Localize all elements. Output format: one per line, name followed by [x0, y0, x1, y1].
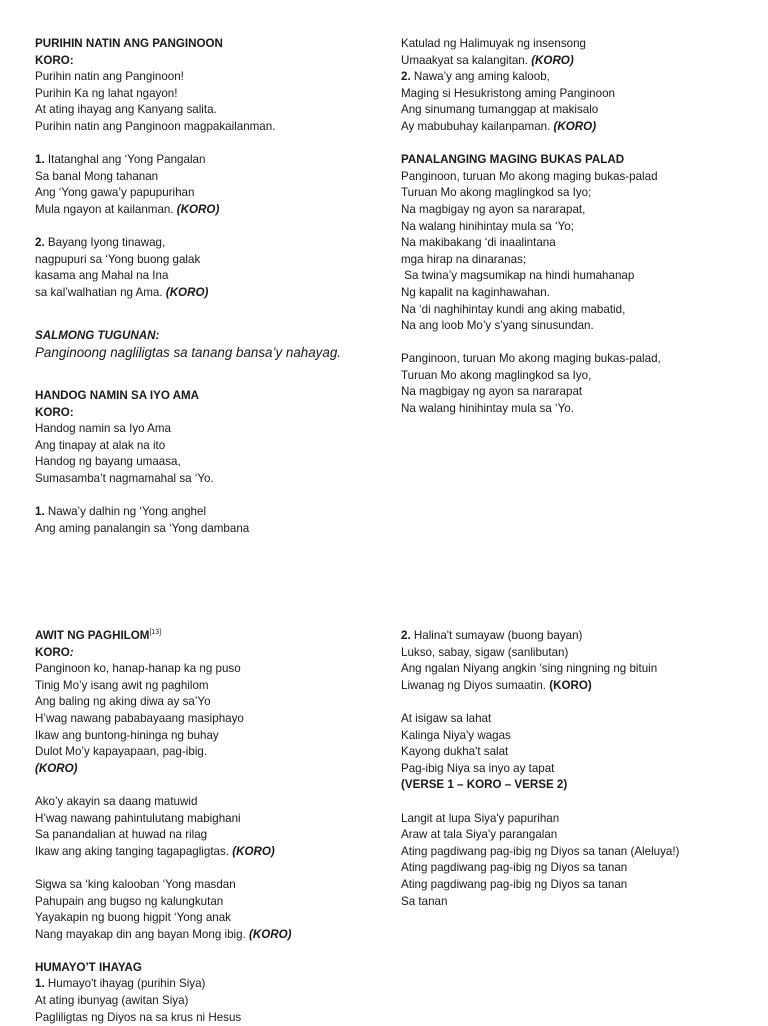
lyric-line: Pagliligtas ng Diyos na sa krus ni Hesus: [35, 1010, 242, 1024]
koro-reference: (KORO): [549, 678, 592, 692]
song-title-awit: AWIT NG PAGHILOM: [35, 629, 150, 642]
lyric-line: Sa banal Mong tahanan: [35, 169, 159, 183]
lyric-line: Handog ng bayang umaasa,: [35, 455, 181, 469]
lyric-line: Lukso, sabay, sigaw (sanlibutan): [401, 645, 569, 659]
lyric-line: At isigaw sa lahat: [401, 711, 492, 725]
lyric-line: Sa tanan: [401, 894, 448, 908]
song-title-panalangin: PANALANGING MAGING BUKAS PALAD: [401, 153, 625, 167]
right-column-bottom: [401, 628, 761, 910]
lyric-line: Itatanghal ang ‘Yong Pangalan: [44, 153, 206, 167]
right-column-top: [401, 36, 761, 418]
verse-number: 1.: [35, 505, 45, 519]
song-title-humayo: HUMAYO’T IHAYAG: [35, 960, 142, 974]
verse-number: 2.: [401, 629, 411, 642]
lyric-line: Kayong dukha't salat: [401, 745, 509, 759]
lyric-line: Kalinga Niya'y wagas: [401, 728, 511, 742]
lyric-line: Panginoon, turuan Mo akong maging bukas-palad: [401, 169, 658, 183]
lyric-line: Panginoon ko, hanap-hanap ka ng puso: [35, 662, 241, 676]
verse-number: 1.: [35, 977, 45, 991]
lyric-line: Na magbigay ng ayon sa nararapat: [401, 385, 583, 399]
verse-number: 2.: [401, 70, 411, 84]
lyric-line: Ang baling ng aking diwa ay sa’Yo: [35, 695, 211, 709]
lyric-line: Halina't sumayaw (buong bayan): [410, 629, 583, 642]
lyric-line: Humayo't ihayag (purihin Siya): [44, 977, 206, 991]
footnote-marker: [13]: [149, 629, 162, 637]
lyric-line: Turuan Mo akong maglingkod sa Iyo;: [401, 186, 592, 200]
lyric-line: Na ang loob Mo’y s’yang sinusundan.: [401, 319, 594, 333]
lyric-line: Purihin Ka ng lahat ngayon!: [35, 86, 178, 100]
lyric-line: nagpupuri sa ‘Yong buong galak: [35, 252, 201, 266]
lyric-line: Mula ngayon at kailanman.: [35, 202, 177, 216]
lyric-line: Ating pagdiwang pag-ibig ng Diyos sa tanan (Aleluya!): [401, 844, 680, 858]
lyric-line: Ang tinapay at alak na ito: [35, 438, 166, 452]
lyric-line: Panginoon, turuan Mo akong maging bukas-palad,: [401, 352, 661, 366]
lyric-line: Na makibakang ‘di inaalintana: [401, 236, 556, 250]
koro-reference: (KORO): [35, 761, 78, 775]
left-column-top: [35, 36, 395, 537]
song-title-salmo: SALMONG TUGUNAN:: [35, 328, 160, 342]
lyric-line: H’wag nawang pababayaang masiphayo: [35, 711, 244, 725]
lyric-line: Tinig Mo’y isang awit ng paghilom: [35, 678, 209, 692]
koro-label: KORO:: [35, 53, 74, 67]
lyric-line: Ng kapalit na kaginhawahan.: [401, 285, 550, 299]
lyric-line: Na walang hinihintay mula sa ‘Yo.: [401, 402, 574, 416]
lyric-line: Maging si Hesukristong aming Panginoon: [401, 86, 615, 100]
lyric-line: Na walang hinihintay mula sa ‘Yo;: [401, 219, 574, 233]
lyric-line: H’wag nawang pahintulutang mabighani: [35, 811, 241, 825]
lyric-line: Ang sinumang tumanggap at makisalo: [401, 103, 599, 117]
koro-label: KORO:: [35, 405, 74, 419]
lyric-line: Ating pagdiwang pag-ibig ng Diyos sa tanan: [401, 877, 628, 891]
song-order-note: (VERSE 1 – KORO – VERSE 2): [401, 778, 568, 792]
koro-reference: (KORO): [165, 285, 209, 299]
verse-number: 2.: [35, 236, 45, 250]
lyric-line: Dulot Mo’y kapayapaan, pag-ibig.: [35, 745, 208, 759]
lyric-line: Nawa’y ang aming kaloob,: [410, 70, 550, 84]
lyric-line: Ikaw ang buntong-hininga ng buhay: [35, 728, 219, 742]
lyric-line: Langit at lupa Siya'y papurihan: [401, 811, 560, 825]
lyric-line: Pag-ibig Niya sa inyo ay tapat: [401, 761, 555, 775]
koro-reference: (KORO): [553, 119, 597, 133]
left-column-bottom: [35, 628, 395, 1026]
lyric-line: Sa twina’y magsumikap na hindi humahanap: [401, 269, 635, 283]
lyric-line: Na ‘di naghihintay kundi ang aking mabatid,: [401, 302, 626, 316]
lyric-line: Ang aming panalangin sa ‘Yong dambana: [35, 521, 250, 535]
song-title-handog: HANDOG NAMIN SA IYO AMA: [35, 389, 200, 403]
verse-number: 1.: [35, 153, 45, 167]
lyric-line: Umaakyat sa kalangitan.: [401, 53, 532, 67]
lyric-line: Nawa’y dalhin ng ‘Yong anghel: [44, 505, 207, 519]
koro-reference: (KORO): [531, 53, 574, 67]
lyric-line: Ating pagdiwang pag-ibig ng Diyos sa tanan: [401, 861, 628, 875]
psalm-response: Panginoong nagliligtas sa tanang bansa’y nahayag.: [35, 345, 341, 361]
lyric-line: Ang ngalan Niyang angkin 'sing ningning ng bituin: [401, 662, 658, 676]
lyric-line: Turuan Mo akong maglingkod sa Iyo,: [401, 368, 592, 382]
koro-colon: :: [69, 645, 74, 659]
lyric-line: At ating ibunyag (awitan Siya): [35, 994, 189, 1008]
lyric-line: At ating ihayag ang Kanyang salita.: [35, 103, 217, 117]
song-title-purihin: PURIHIN NATIN ANG PANGINOON: [35, 37, 223, 50]
lyric-line: Bayang Iyong tinawag,: [44, 236, 166, 250]
lyric-line: Sa panandalian at huwad na rilag: [35, 828, 208, 842]
lyric-line: Katulad ng Halimuyak ng insensong: [401, 37, 586, 50]
lyric-line: Purihin natin ang Panginoon!: [35, 70, 184, 84]
lyric-line: Sigwa sa ‘king kalooban ‘Yong masdan: [35, 877, 236, 891]
lyric-line: mga hirap na dinaranas;: [401, 252, 527, 266]
lyric-line: Yayakapin ng buong higpit ‘Yong anak: [35, 911, 231, 925]
lyric-line: Sumasamba’t nagmamahal sa ‘Yo.: [35, 472, 214, 486]
lyric-line: Na magbigay ng ayon sa nararapat,: [401, 202, 586, 216]
koro-reference: (KORO): [176, 202, 220, 216]
lyric-line: kasama ang Mahal na Ina: [35, 269, 169, 283]
lyric-line: Purihin natin ang Panginoon magpakailanman.: [35, 119, 276, 133]
lyric-line: Araw at tala Siya'y parangalan: [401, 828, 558, 842]
koro-label: KORO: [35, 645, 70, 659]
lyric-line: sa kal’walhatian ng Ama.: [35, 285, 166, 299]
lyric-line: Pahupain ang bugso ng kalungkutan: [35, 894, 224, 908]
koro-reference: (KORO): [248, 927, 292, 941]
lyric-line: Ako’y akayin sa daang matuwid: [35, 794, 198, 808]
lyric-line: Ikaw ang aking tanging tagapagligtas.: [35, 844, 233, 858]
lyric-line: Ang ‘Yong gawa’y papupurihan: [35, 186, 195, 200]
koro-reference: (KORO): [232, 844, 275, 858]
lyric-line: Ay mabubuhay kailanpaman.: [401, 119, 554, 133]
lyric-line: Nang mayakap din ang bayan Mong ibig.: [35, 927, 249, 941]
lyric-line: Liwanag ng Diyos sumaatin.: [401, 678, 550, 692]
lyric-line: Handog namin sa Iyo Ama: [35, 422, 171, 436]
